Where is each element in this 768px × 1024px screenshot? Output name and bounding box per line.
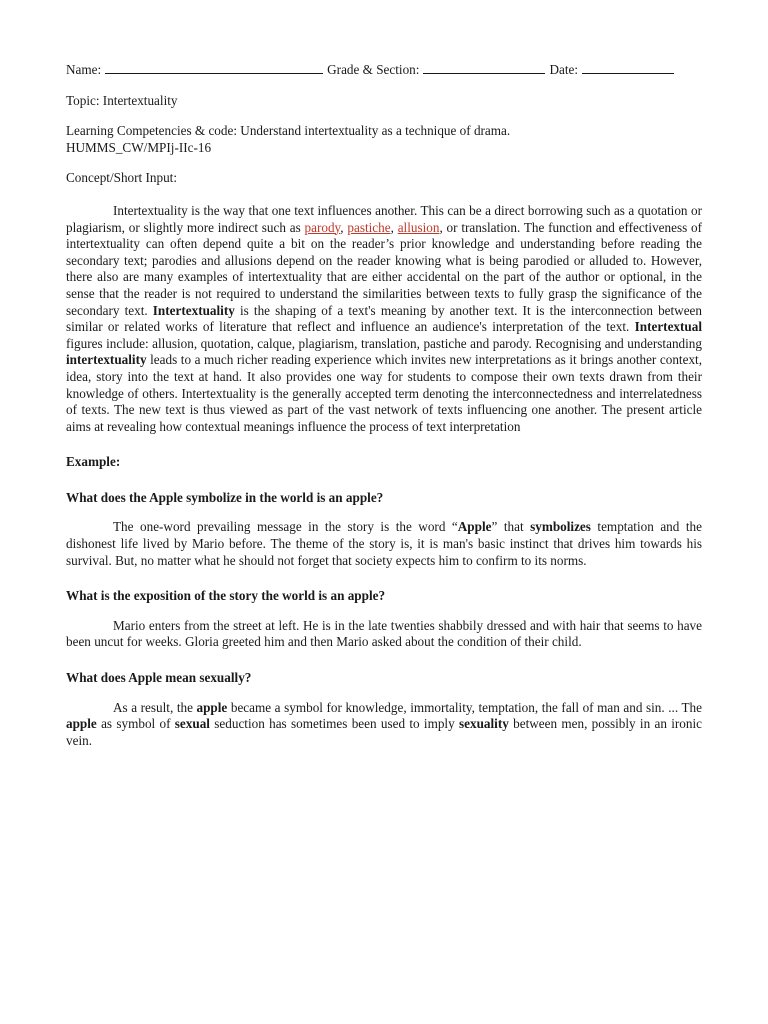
bold-term: apple [66,716,97,732]
competency-code: HUMMS_CW/MPIj-IIc-16 [66,139,212,155]
grade-section-label: Grade & Section: [327,62,420,77]
answer-text: temptation and the dishonest life lived by Mario before. The theme of the story is, it is man's basic instinct that drives him towards his survival. But, no matter what he should not forget that society expects him to confirm to its norms. [66,519,702,568]
intro-text: Intertextuality is the way that one text influences another. This can be a direct borrowing such as a quotation or plagiarism, or slightly more indirect such as [66,202,702,235]
allusion-link[interactable]: allusion [397,219,440,235]
learning-competency [66,123,702,156]
bold-term: symbolizes [530,519,591,535]
answer-3 [66,700,702,750]
concept-label: Concept/Short Input: [66,170,177,186]
topic: Topic: Intertextuality [66,92,178,108]
date-label: Date: [549,62,579,77]
competency-line: Learning Competencies & code: Understand intertextuality as a technique of drama. [66,123,511,139]
answer-text: as symbol of [96,716,175,732]
answer-1 [66,519,702,569]
grade-section-blank[interactable] [423,61,545,74]
bold-term: Intertextual [634,319,702,335]
intro-text: is the shaping of a text's meaning by another text. It is the interconnection between similar or related works of literature that reflect and influence an audience's interpretation of the text. [66,302,702,335]
example-heading: Example: [66,454,121,470]
answer-text: became a symbol for knowledge, immortality, temptation, the fall of man and sin. ... The [227,699,702,715]
separator: , [390,219,398,235]
intro-text: , or translation. The function and effectiveness of intertextuality can often depend quite a bit on the reader’s prior knowledge and understanding before reading the secondary text; parodies and allusions depend on the reader knowing what is being parodied or alluded to. However, there also are many examples of intertextuality that are either accidental on the part of the author or optional, in the sense that the reader is not required to understand the similarities between texts to fully grasp the significance of the secondary text. [66,219,703,318]
bold-term: sexuality [459,716,509,732]
answer-text: ” that [491,519,531,535]
pastiche-link[interactable]: pastiche [347,219,391,235]
answer-text: between men, possibly in an ironic vein. [66,716,702,748]
parody-link[interactable]: parody [304,219,341,235]
answer-text: As a result, the [113,699,197,715]
intro-paragraph [66,203,702,435]
bold-term: apple [196,699,228,715]
intro-text: leads to a much richer reading experience which invites new interpretations as it brings another context, idea, story into the text at hand. It also provides one way for students to compose their own texts drawn from their knowledge of others. Intertextuality is the generally accepted term denoting the interconnectedness and interrelatedness of texts. The new text is thus viewed as part of the vast network of texts influencing one another. The present article aims at revealing how contextual meanings influence the process of text interpretation [66,352,702,434]
answer-text: seduction has sometimes been used to imply [209,716,459,732]
separator: , [340,219,348,235]
bold-term: sexual [174,716,210,732]
date-blank[interactable] [582,61,674,74]
question-3: What does Apple mean sexually? [66,670,252,686]
bold-term: Intertextuality [152,302,235,318]
student-info-line [66,61,702,79]
bold-term: intertextuality [66,352,147,368]
name-blank[interactable] [105,61,323,74]
answer-text: The one-word prevailing message in the story is the word “ [113,519,458,535]
question-1: What does the Apple symbolize in the world is an apple? [66,489,384,505]
name-label: Name: [66,62,102,77]
intro-text: figures include: allusion, quotation, calque, plagiarism, translation, pastiche and parody. Recognising and understanding [66,335,702,351]
question-2: What is the exposition of the story the world is an apple? [66,588,386,604]
answer-2: Mario enters from the street at left. He is in the late twenties shabbily dressed and with hair that seems to have been uncut for weeks. Gloria greeted him and then Mario asked about the condition of their child. [66,617,702,650]
bold-term: Apple [457,519,492,535]
